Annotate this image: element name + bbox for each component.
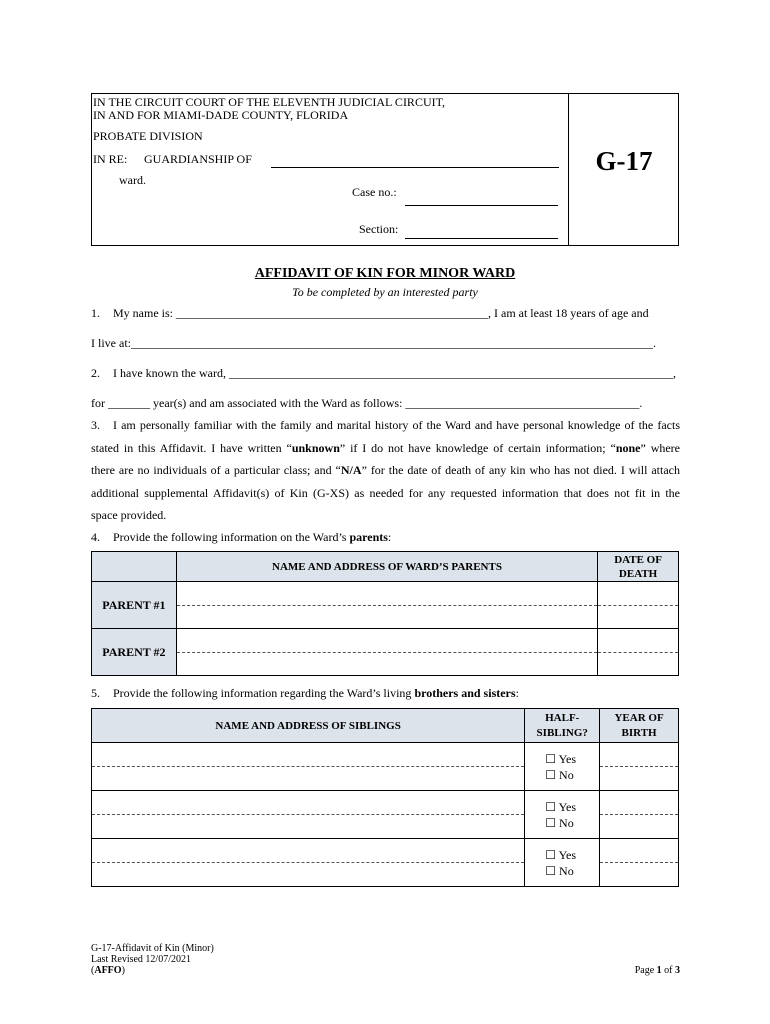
para2-line2[interactable]: for _______ year(s) and am associated with the Ward as follows: _______________________________________. — [91, 396, 643, 410]
table-row — [92, 629, 679, 676]
para5-text: Provide the following information regarding the Ward’s living brothers and sisters: — [113, 686, 519, 700]
sibling-1-yes-checkbox[interactable]: ☐ Yes — [545, 751, 577, 766]
court-line-1: IN THE CIRCUIT COURT OF THE ELEVENTH JUDICIAL CIRCUIT, — [93, 95, 446, 109]
table-row — [92, 839, 679, 887]
col-sibling-name: NAME AND ADDRESS OF SIBLINGS — [92, 709, 525, 743]
sibling-3-yob-cell[interactable] — [600, 839, 679, 887]
para2-line1[interactable]: I have known the ward, __________________________________________________________________________, — [113, 366, 676, 380]
form-title: AFFIDAVIT OF KIN FOR MINOR WARD — [254, 266, 516, 281]
para3-line4: additional supplemental Affidavit(s) of Kin (G-XS) as needed for any requested information that does not fit in the — [91, 486, 680, 500]
parent-1-dod-cell[interactable] — [598, 582, 679, 629]
para4-text: Provide the following information on the Ward’s parents: — [113, 530, 392, 544]
case-no-field[interactable] — [405, 205, 558, 206]
section-label: Section: — [359, 222, 399, 236]
para1-line2[interactable]: I live at:_______________________________________________________________________________________. — [91, 336, 656, 350]
court-line-2: IN AND FOR MIAMI-DADE COUNTY, FLORIDA — [93, 108, 349, 122]
parents-table — [91, 551, 679, 676]
sibling-2-no-checkbox[interactable]: ☐ No — [545, 815, 574, 830]
parent-2-dod-cell[interactable] — [598, 629, 679, 676]
sibling-2-half-cell — [525, 791, 600, 839]
para5-number: 5. — [91, 686, 100, 700]
sibling-3-no-checkbox[interactable]: ☐ No — [545, 863, 574, 878]
para3-line3: there are no individuals of a particular class; and “N/A” for the date of death of any kin who has not died. I will attach — [91, 463, 680, 477]
sibling-2-yob-cell[interactable] — [600, 791, 679, 839]
parent-1-name-cell[interactable] — [176, 582, 597, 629]
para1-number: 1. — [91, 306, 100, 320]
col-parent-name: NAME AND ADDRESS OF WARD’S PARENTS — [176, 552, 597, 582]
para1-line1[interactable]: My name is: ____________________________________________________, I am at least 18 years of age and — [113, 306, 649, 320]
form-number: G-17 — [595, 146, 653, 176]
footer-code: (AFFO) — [91, 965, 125, 976]
table-row — [92, 743, 679, 791]
sibling-3-name-cell[interactable] — [92, 839, 525, 887]
para3-line2: stated in this Affidavit. I have written “unknown” if I do not have knowledge of certain information; “none” where — [91, 441, 681, 455]
sibling-3-half-cell — [525, 839, 600, 887]
page-number: Page 1 of 3 — [634, 965, 680, 976]
parents-corner — [92, 552, 177, 582]
table-row — [92, 582, 679, 629]
footer-form-name: G-17-Affidavit of Kin (Minor) — [91, 943, 214, 954]
para3-number: 3. — [91, 418, 100, 432]
sibling-1-half-cell — [525, 743, 600, 791]
division-label: PROBATE DIVISION — [93, 129, 203, 143]
col-year-of-birth: YEAR OF BIRTH — [600, 709, 679, 743]
table-row — [92, 791, 679, 839]
sibling-1-no-checkbox[interactable]: ☐ No — [545, 767, 574, 782]
col-parent-dod: DATE OF DEATH — [598, 552, 679, 582]
sibling-1-yob-cell[interactable] — [600, 743, 679, 791]
para2-number: 2. — [91, 366, 100, 380]
parent-1-label: PARENT #1 — [92, 582, 177, 629]
footer-revised: Last Revised 12/07/2021 — [91, 954, 191, 965]
parent-2-name-cell[interactable] — [176, 629, 597, 676]
sibling-2-yes-checkbox[interactable]: ☐ Yes — [545, 799, 577, 814]
siblings-table — [91, 708, 679, 887]
ward-name-field[interactable] — [271, 167, 559, 168]
sibling-1-name-cell[interactable] — [92, 743, 525, 791]
para3-line5: space provided. — [91, 508, 167, 522]
parent-2-label: PARENT #2 — [92, 629, 177, 676]
col-half-sibling: HALF- SIBLING? — [525, 709, 600, 743]
form-subtitle: To be completed by an interested party — [292, 285, 478, 299]
ward-label: ward. — [119, 173, 146, 187]
guardianship-label: GUARDIANSHIP OF — [144, 152, 252, 166]
para3-line1: I am personally familiar with the family and marital history of the Ward and have personal knowledge of the facts — [113, 418, 680, 432]
para4-number: 4. — [91, 530, 100, 544]
sibling-3-yes-checkbox[interactable]: ☐ Yes — [545, 847, 577, 862]
in-re-label: IN RE: — [93, 152, 128, 166]
section-field[interactable] — [405, 238, 558, 239]
sibling-2-name-cell[interactable] — [92, 791, 525, 839]
case-no-label: Case no.: — [352, 185, 397, 199]
